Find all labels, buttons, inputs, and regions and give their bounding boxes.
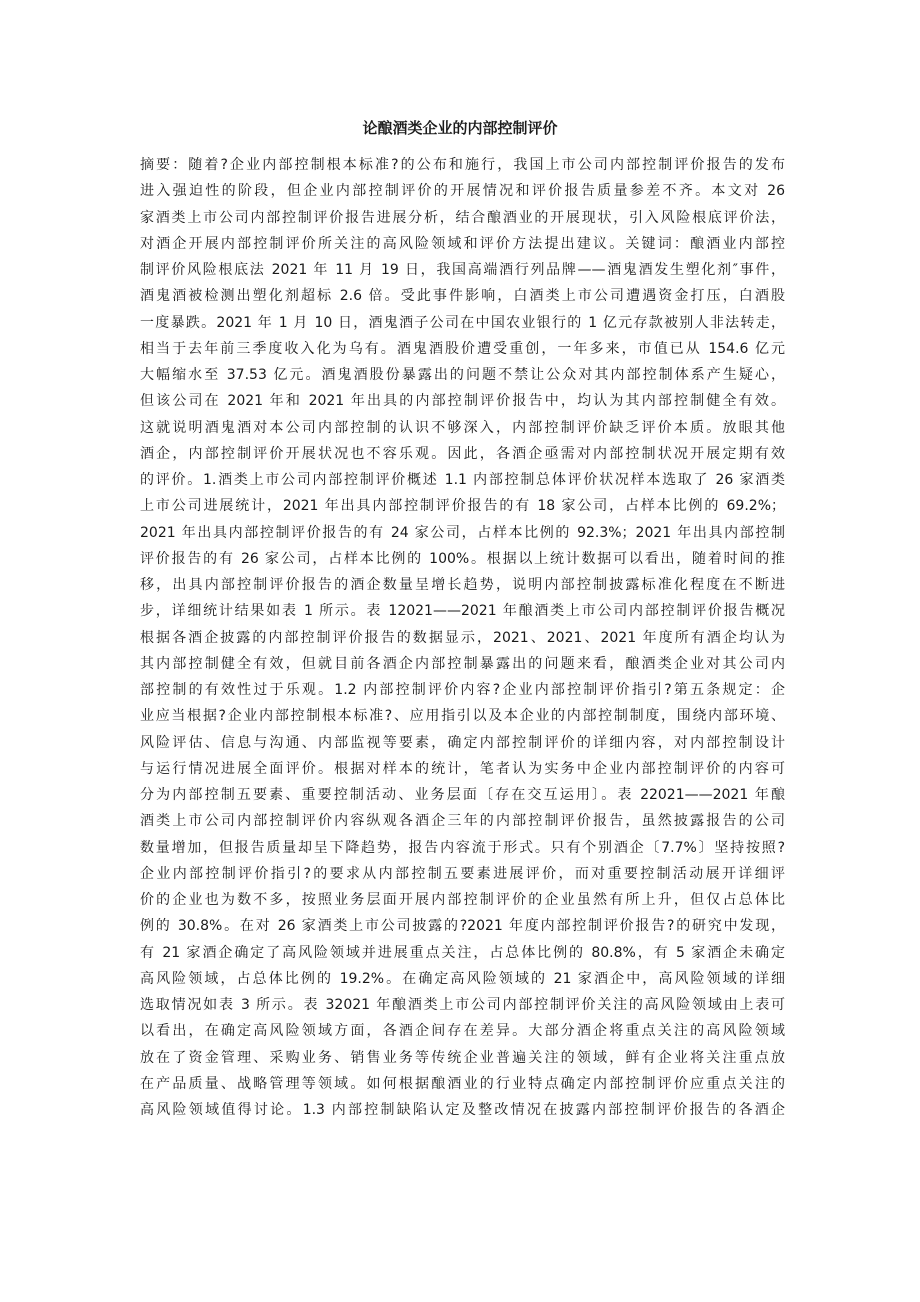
text-line: 酒企，内部控制评价开展状况也不容乐观。因此，各酒企亟需对内部控制状况开展定期有效 bbox=[140, 445, 785, 462]
text-line: 放在了资金管理、采购业务、销售业务等传统企业普遍关注的领域，鲜有企业将关注重点放 bbox=[140, 1049, 785, 1066]
text-line: 有 21 家酒企确定了高风险领域并进展重点关注，占总体比例的 80.8%，有 5 家酒企未确定 bbox=[140, 944, 785, 961]
document-body bbox=[140, 152, 785, 1123]
text-line: 与运行情况进展全面评价。根据对样本的统计，笔者认为实务中企业内部控制评价的内容可 bbox=[140, 760, 785, 777]
document-title: 论酿酒类企业的内部控制评价 bbox=[362, 119, 558, 137]
text-line: 的评价。1.酒类上市公司内部控制评价概述 1.1 内部控制总体评价状况样本选取了 26 家酒类 bbox=[140, 472, 785, 488]
text-line: 制评价风险根底法 2021 年 11 月 19 日，我国高端酒行列品牌——酒鬼酒发生塑化剂″事件， bbox=[140, 262, 785, 278]
text-line: 选取情况如表 3 所示。表 32021 年酿酒类上市公司内部控制评价关注的高风险领域由上表可 bbox=[140, 997, 785, 1013]
text-line: 对酒企开展内部控制评价所关注的高风险领域和评价方法提出建议。关键词：酿酒业内部控 bbox=[140, 235, 785, 252]
text-line: 根据各酒企披露的内部控制评价报告的数据显示，2021、2021、2021 年度所有酒企均认为 bbox=[140, 629, 785, 646]
text-line: 高风险领域，占总体比例的 19.2%。在确定高风险领域的 21 家酒企中，高风险领域的详细 bbox=[140, 970, 785, 987]
text-line: 步，详细统计结果如表 1 所示。表 12021——2021 年酿酒类上市公司内部控制评价报告概况 bbox=[140, 603, 785, 620]
text-line: 上市公司进展统计，2021 年出具内部控制评价报告的有 18 家公司，占样本比例的 69.2%； bbox=[140, 498, 785, 515]
text-line: 业应当根据?企业内部控制根本标准?、应用指引以及本企业的内部控制制度，围绕内部环境、 bbox=[140, 708, 785, 725]
text-line: 例的 30.8%。在对 26 家酒类上市公司披露的?2021 年度内部控制评价报告?的研究中发现， bbox=[140, 918, 785, 935]
text-line: 评价报告的有 26 家公司，占样本比例的 100%。根据以上统计数据可以看出，随着时间的推 bbox=[140, 550, 785, 567]
text-line: 相当于去年前三季度收入化为乌有。酒鬼酒股价遭受重创，一年多来，市值已从 154.6 亿元 bbox=[140, 340, 785, 357]
text-line: 酒类上市公司内部控制评价内容纵观各酒企三年的内部控制评价报告，虽然披露报告的公司 bbox=[140, 813, 785, 830]
text-line: 以看出，在确定高风险领域方面，各酒企间存在差异。大部分酒企将重点关注的高风险领域 bbox=[140, 1023, 785, 1040]
text-line: 进入强迫性的阶段，但企业内部控制评价的开展情况和评价报告质量参差不齐。本文对 26 bbox=[140, 183, 785, 200]
text-line: 移，出具内部控制评价报告的酒企数量呈增长趋势，说明内部控制披露标准化程度在不断进 bbox=[140, 577, 785, 593]
text-line: 摘要：随着?企业内部控制根本标准?的公布和施行，我国上市公司内部控制评价报告的发布 bbox=[140, 157, 785, 173]
text-line: 数量增加，但报告质量却呈下降趋势，报告内容流于形式。只有个别酒企〔7.7%〕坚持按照? bbox=[140, 839, 785, 856]
text-line: 2021 年出具内部控制评价报告的有 24 家公司，占样本比例的 92.3%；2021 年出具内部控制 bbox=[140, 524, 785, 541]
text-line: 但该公司在 2021 年和 2021 年出具的内部控制评价报告中，均认为其内部控制健全有效。 bbox=[140, 393, 785, 410]
text-line: 部控制的有效性过于乐观。1.2 内部控制评价内容?企业内部控制评价指引?第五条规定：企 bbox=[140, 682, 785, 698]
text-line: 这就说明酒鬼酒对本公司内部控制的认识不够深入，内部控制评价缺乏评价本质。放眼其他 bbox=[140, 419, 785, 436]
text-line: 高风险领域值得讨论。1.3 内部控制缺陷认定及整改情况在披露内部控制评价报告的各酒企 bbox=[140, 1102, 785, 1118]
text-line: 酒鬼酒被检测出塑化剂超标 2.6 倍。受此事件影响，白酒类上市公司遭遇资金打压，白酒股 bbox=[140, 288, 785, 305]
text-line: 一度暴跌。2021 年 1 月 10 日，酒鬼酒子公司在中国农业银行的 1 亿元存款被别人非法转走， bbox=[140, 314, 785, 331]
text-line: 企业内部控制评价指引?的要求从内部控制五要素进展评价，而对重要控制活动展开详细评 bbox=[140, 865, 785, 882]
text-line: 其内部控制健全有效，但就目前各酒企内部控制暴露出的问题来看，酿酒类企业对其公司内 bbox=[140, 655, 785, 672]
text-line: 大幅缩水至 37.53 亿元。酒鬼酒股份暴露出的问题不禁让公众对其内部控制体系产生疑心， bbox=[140, 367, 785, 383]
text-line: 分为内部控制五要素、重要控制活动、业务层面〔存在交互运用〕。表 22021——2021 年酿 bbox=[140, 787, 785, 803]
text-line: 家酒类上市公司内部控制评价报告进展分析，结合酿酒业的开展现状，引入风险根底评价法， bbox=[140, 209, 785, 226]
text-line: 在产品质量、战略管理等领域。如何根据酿酒业的行业特点确定内部控制评价应重点关注的 bbox=[140, 1075, 785, 1092]
text-line: 价的企业也为数不多，按照业务层面开展内部控制评价的企业虽然有所上升，但仅占总体比 bbox=[140, 892, 785, 908]
text-line: 风险评估、信息与沟通、内部监视等要素，确定内部控制评价的详细内容，对内部控制设计 bbox=[140, 734, 785, 751]
